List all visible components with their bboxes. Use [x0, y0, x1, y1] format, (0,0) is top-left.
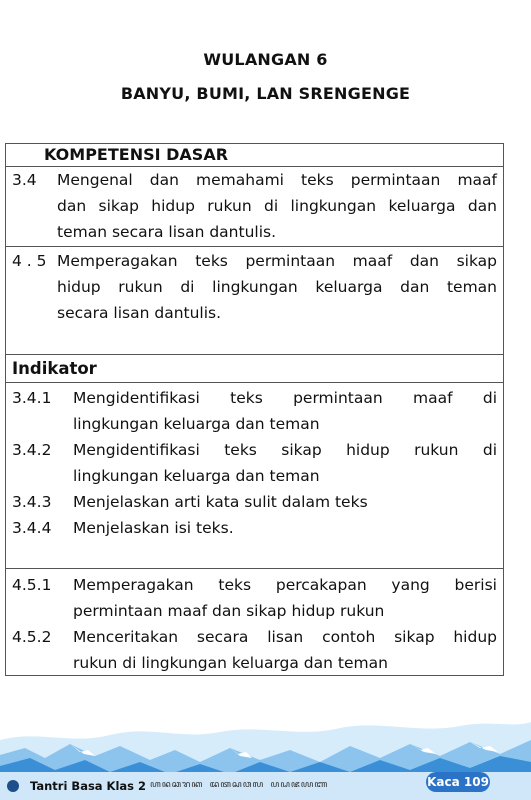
indicator-text: Menjelaskan isi teks. [73, 519, 234, 537]
page-number-badge: Kaca 109 [426, 772, 490, 792]
competency-table [5, 143, 504, 676]
indicator-number: 3.4.1 [12, 389, 52, 407]
indicator-text: Memperagakan teks percakapan yang berisi permintaan maaf dan sikap hidup rukun [73, 576, 497, 620]
book-title: Tantri Basa Klas 2 [30, 779, 147, 793]
indicator-number: 4.5.2 [12, 628, 52, 646]
kd-number: 4 . 5 [12, 252, 47, 270]
indikator-label: Indikator [12, 359, 97, 378]
table-header: KOMPETENSI DASAR [44, 145, 229, 164]
kd-number: 3.4 [12, 171, 37, 189]
indicator-text: Menjelaskan arti kata sulit dalam teks [73, 493, 368, 511]
indicator-text: Mengidentifikasi teks permintaan maaf di lingkungan keluarga dan teman [73, 389, 497, 433]
kd-text: Memperagakan teks permintaan maaf dan sikap hidup rukun di lingkungan keluarga dan teman secara lisan dantulis. [57, 252, 497, 322]
chapter-number: WULANGAN 6 [203, 50, 328, 69]
indicator-number: 3.4.2 [12, 441, 52, 459]
indicator-text: Mengidentifikasi teks sikap hidup rukun di lingkungan keluarga dan teman [73, 441, 497, 485]
indicator-number: 4.5.1 [12, 576, 52, 594]
indicator-text: Menceritakan secara lisan contoh sikap hidup rukun di lingkungan keluarga dan teman [73, 628, 497, 672]
chapter-title: BANYU, BUMI, LAN SRENGENGE [120, 84, 411, 103]
divider [6, 382, 503, 383]
javanese-script-icon: ꦲꦤꦕꦫꦏ ꦢꦠꦱꦮꦭ ꦥꦝꦗꦪꦚ [150, 780, 329, 790]
indicator-number: 3.4.3 [12, 493, 52, 511]
divider [6, 246, 503, 247]
divider [6, 568, 503, 569]
indicator-number: 3.4.4 [12, 519, 52, 537]
divider [6, 354, 503, 355]
kd-text: Mengenal dan memahami teks permintaan maaf dan sikap hidup rukun di lingkungan keluarga dan teman secara lisan dantulis. [57, 171, 497, 241]
